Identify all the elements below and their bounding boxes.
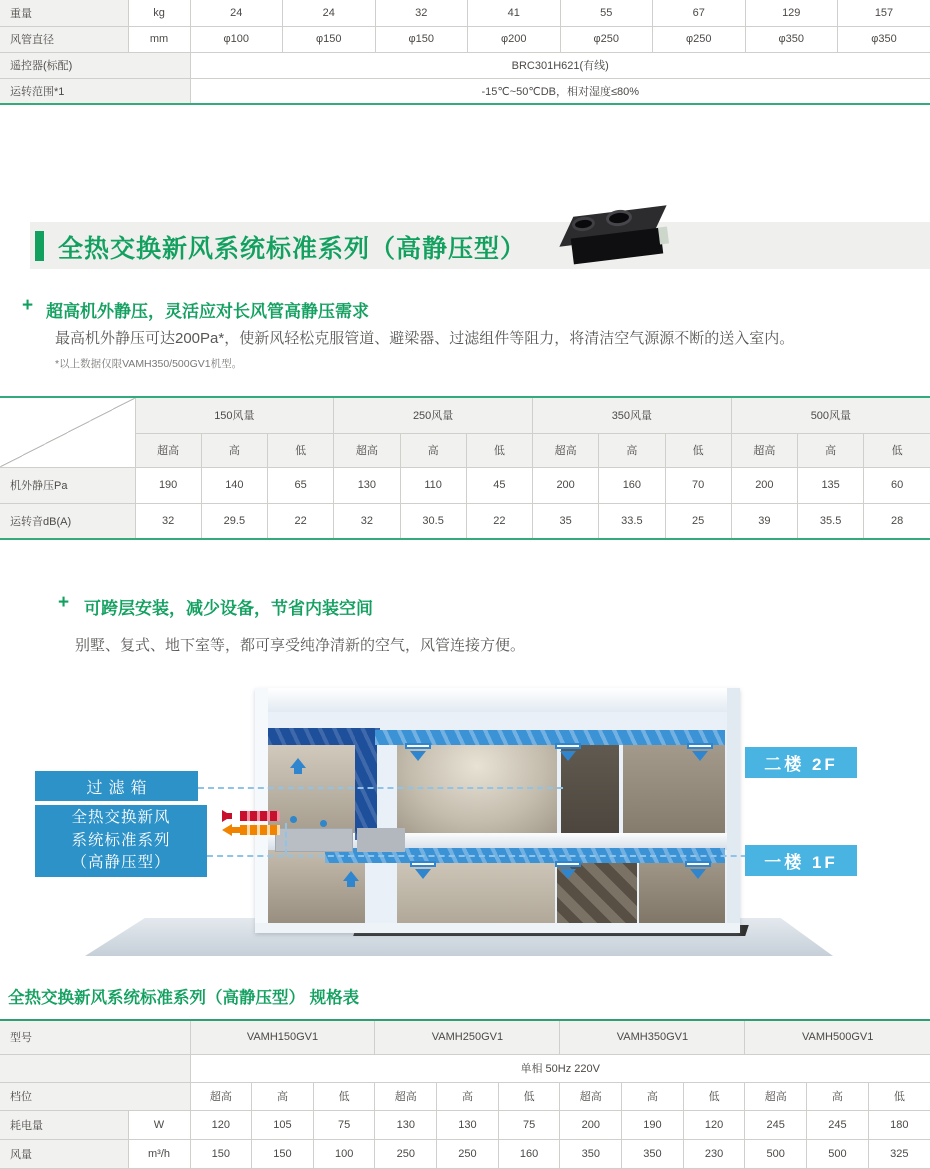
cell: 180 bbox=[868, 1110, 930, 1139]
product-photo bbox=[556, 200, 678, 270]
cell: 22 bbox=[268, 503, 334, 539]
cell: 200 bbox=[731, 467, 797, 503]
cell: 250 bbox=[375, 1139, 437, 1168]
cell: 35 bbox=[533, 503, 599, 539]
table-row bbox=[0, 52, 930, 78]
table-row bbox=[0, 1082, 930, 1110]
table-row bbox=[0, 78, 930, 104]
cell: φ200 bbox=[468, 26, 561, 52]
cell: 130 bbox=[334, 467, 400, 503]
cell: φ350 bbox=[745, 26, 838, 52]
product-side-tab bbox=[658, 227, 669, 245]
feature1-body: 最高机外静压可达200Pa*，使新风轻松克服管道、避梁器、过滤组件等阻力，将清洁空气源源不断的送入室内。 bbox=[55, 327, 794, 348]
diagonal-corner-cell bbox=[0, 397, 135, 467]
table-row bbox=[0, 1020, 930, 1054]
speed-header: 低 bbox=[868, 1082, 930, 1110]
label-line: 系统标准系列 bbox=[71, 830, 170, 852]
speed-header: 超高 bbox=[190, 1082, 252, 1110]
spec-table bbox=[0, 1019, 930, 1169]
row-label: 运转范围*1 bbox=[0, 78, 190, 104]
hrv-unit-label bbox=[35, 805, 207, 877]
speed-header: 高 bbox=[599, 433, 665, 467]
cell: φ100 bbox=[190, 26, 283, 52]
diffuser-slot bbox=[555, 743, 581, 749]
callout-connector-line bbox=[198, 787, 563, 789]
cell: 250 bbox=[437, 1139, 499, 1168]
model-header: VAMH250GV1 bbox=[375, 1020, 560, 1054]
row-label: 机外静压Pa bbox=[0, 467, 135, 503]
cell: φ150 bbox=[375, 26, 468, 52]
cell: 230 bbox=[683, 1139, 745, 1168]
down-arrow-icon bbox=[410, 751, 426, 769]
row-label bbox=[0, 1054, 190, 1082]
cell: 33.5 bbox=[599, 503, 665, 539]
cell: 25 bbox=[665, 503, 731, 539]
table-row bbox=[0, 1054, 930, 1082]
table-row bbox=[0, 26, 930, 52]
diffuser-slot bbox=[410, 861, 436, 867]
airflow-group-header: 150风量 bbox=[135, 397, 334, 433]
exhaust-air-arrow-icon bbox=[216, 824, 232, 836]
ceiling-diffuser-icon bbox=[555, 861, 581, 883]
cell: 140 bbox=[201, 467, 267, 503]
cell: 55 bbox=[560, 0, 653, 26]
cell: 120 bbox=[190, 1110, 252, 1139]
airflow-group-header: 350风量 bbox=[533, 397, 732, 433]
right-wall bbox=[727, 688, 740, 933]
connector-dot bbox=[320, 820, 327, 827]
row-label: 重量 bbox=[0, 0, 128, 26]
speed-header: 低 bbox=[466, 433, 532, 467]
row-unit: m³/h bbox=[128, 1139, 190, 1168]
table-row bbox=[0, 433, 930, 467]
roof bbox=[255, 688, 740, 712]
table-row bbox=[0, 1110, 930, 1139]
floor-1f-label: 一楼 1F bbox=[745, 845, 857, 876]
callout-connector-line bbox=[285, 823, 287, 855]
filter-box-label: 过滤箱 bbox=[35, 771, 198, 801]
cell: 105 bbox=[252, 1110, 314, 1139]
arrow-stem bbox=[224, 813, 232, 819]
speed-header: 低 bbox=[864, 433, 930, 467]
airflow-group-header: 250风量 bbox=[334, 397, 533, 433]
cell: 350 bbox=[622, 1139, 684, 1168]
up-arrow-icon bbox=[343, 863, 359, 881]
speed-header: 超高 bbox=[375, 1082, 437, 1110]
cell: 130 bbox=[437, 1110, 499, 1139]
arrow-stem bbox=[347, 881, 355, 887]
speed-header: 高 bbox=[201, 433, 267, 467]
cell: 24 bbox=[190, 0, 283, 26]
model-header: VAMH500GV1 bbox=[745, 1020, 930, 1054]
cell: 135 bbox=[798, 467, 864, 503]
cell: 245 bbox=[745, 1110, 807, 1139]
speed-header: 低 bbox=[313, 1082, 375, 1110]
speed-header: 低 bbox=[268, 433, 334, 467]
speed-header: 高 bbox=[252, 1082, 314, 1110]
speed-header: 超高 bbox=[135, 433, 201, 467]
speed-header: 高 bbox=[807, 1082, 869, 1110]
cell: 160 bbox=[498, 1139, 560, 1168]
row-unit: mm bbox=[128, 26, 190, 52]
speed-header: 低 bbox=[665, 433, 731, 467]
hrv-unit-label-lines bbox=[71, 807, 170, 874]
cell: -15℃~50℃DB，相对湿度≤80% bbox=[190, 78, 930, 104]
cell: 350 bbox=[560, 1139, 622, 1168]
plus-icon: + bbox=[22, 295, 33, 317]
cell: φ350 bbox=[838, 26, 930, 52]
cell: 190 bbox=[622, 1110, 684, 1139]
house-base bbox=[255, 923, 740, 933]
row-label: 遥控器(标配) bbox=[0, 52, 190, 78]
cell: 60 bbox=[864, 467, 930, 503]
cell: 110 bbox=[400, 467, 466, 503]
cell: 32 bbox=[135, 503, 201, 539]
room-2f-hall bbox=[268, 730, 365, 833]
cell: 160 bbox=[599, 467, 665, 503]
cell: BRC301H621(有线) bbox=[190, 52, 930, 78]
speed-header: 高 bbox=[622, 1082, 684, 1110]
row-unit: W bbox=[128, 1110, 190, 1139]
cell: 75 bbox=[313, 1110, 375, 1139]
up-arrow-icon bbox=[290, 750, 306, 768]
ceiling-diffuser-icon bbox=[410, 861, 436, 883]
cell: 32 bbox=[334, 503, 400, 539]
cell: 150 bbox=[190, 1139, 252, 1168]
cell: 325 bbox=[868, 1139, 930, 1168]
power-supply-cell: 单相 50Hz 220V bbox=[190, 1054, 930, 1082]
diffuser-slot bbox=[555, 861, 581, 867]
model-header: VAMH350GV1 bbox=[560, 1020, 745, 1054]
table-row bbox=[0, 0, 930, 26]
filter-box-unit bbox=[357, 828, 405, 852]
down-arrow-icon bbox=[690, 869, 706, 887]
table-row bbox=[0, 1139, 930, 1168]
speed-header: 低 bbox=[683, 1082, 745, 1110]
heading-accent-bar bbox=[35, 231, 44, 261]
cell: 39 bbox=[731, 503, 797, 539]
callout-connector-line bbox=[207, 855, 787, 857]
speed-header: 低 bbox=[498, 1082, 560, 1110]
cell: 75 bbox=[498, 1110, 560, 1139]
diffuser-slot bbox=[685, 861, 711, 867]
spec-table-title: 全热交换新风系统标准系列（高静压型） 规格表 bbox=[8, 984, 359, 1008]
cell: 130 bbox=[375, 1110, 437, 1139]
speed-header: 高 bbox=[400, 433, 466, 467]
cell: 35.5 bbox=[798, 503, 864, 539]
airflow-group-header: 500风量 bbox=[731, 397, 930, 433]
row-label: 风量 bbox=[0, 1139, 128, 1168]
feature2-title: 可跨层安装，减少设备，节省内装空间 bbox=[84, 594, 373, 619]
diffuser-slot bbox=[405, 743, 431, 749]
ceiling-diffuser-icon bbox=[405, 743, 431, 765]
ceiling-diffuser-icon bbox=[687, 743, 713, 765]
table-row bbox=[0, 397, 930, 433]
cell: 190 bbox=[135, 467, 201, 503]
cell: φ250 bbox=[653, 26, 746, 52]
cell: 70 bbox=[665, 467, 731, 503]
cell: 500 bbox=[807, 1139, 869, 1168]
row-label: 档位 bbox=[0, 1082, 190, 1110]
speed-header: 超高 bbox=[745, 1082, 807, 1110]
cell: 24 bbox=[283, 0, 376, 26]
speed-header: 超高 bbox=[560, 1082, 622, 1110]
speed-header: 超高 bbox=[533, 433, 599, 467]
floor-2f-label: 二楼 2F bbox=[745, 747, 857, 778]
down-arrow-icon bbox=[560, 869, 576, 887]
cell: 28 bbox=[864, 503, 930, 539]
cell: 500 bbox=[745, 1139, 807, 1168]
cell: 30.5 bbox=[400, 503, 466, 539]
connector-dot bbox=[290, 816, 297, 823]
speed-header: 高 bbox=[798, 433, 864, 467]
cell: 22 bbox=[466, 503, 532, 539]
ceiling-diffuser-icon bbox=[685, 861, 711, 883]
speed-header: 高 bbox=[437, 1082, 499, 1110]
speed-header: 超高 bbox=[731, 433, 797, 467]
cell: 67 bbox=[653, 0, 746, 26]
house-cutaway bbox=[255, 688, 740, 933]
plus-icon: + bbox=[58, 592, 69, 614]
dark-duct-vertical bbox=[355, 728, 377, 840]
down-arrow-icon bbox=[692, 751, 708, 769]
down-arrow-icon bbox=[415, 869, 431, 887]
cell: φ150 bbox=[283, 26, 376, 52]
diffuser-slot bbox=[687, 743, 713, 749]
cell: 245 bbox=[807, 1110, 869, 1139]
cell: 157 bbox=[838, 0, 930, 26]
exhaust-air-duct-stripe bbox=[240, 825, 280, 835]
row-unit: kg bbox=[128, 0, 190, 26]
feature2-body: 别墅、复式、地下室等，都可享受纯净清新的空气，风管连接方便。 bbox=[75, 634, 525, 655]
speed-header: 超高 bbox=[334, 433, 400, 467]
fresh-air-arrow-icon bbox=[222, 810, 238, 822]
cell: 200 bbox=[560, 1110, 622, 1139]
cell: 45 bbox=[466, 467, 532, 503]
table-row bbox=[0, 503, 930, 539]
cell: 29.5 bbox=[201, 503, 267, 539]
arrow-stem bbox=[232, 827, 240, 833]
section-title: 全热交换新风系统标准系列（高静压型） bbox=[58, 229, 526, 265]
top-spec-table bbox=[0, 0, 930, 105]
down-arrow-icon bbox=[560, 751, 576, 769]
cell: 32 bbox=[375, 0, 468, 26]
cell: 120 bbox=[683, 1110, 745, 1139]
feature1-footnote: *以上数据仅限VAMH350/500GV1机型。 bbox=[55, 356, 242, 371]
model-header: VAMH150GV1 bbox=[190, 1020, 375, 1054]
static-pressure-table bbox=[0, 396, 930, 540]
cell: 65 bbox=[268, 467, 334, 503]
fresh-air-duct-stripe bbox=[240, 811, 280, 821]
label-line: （高静压型） bbox=[71, 852, 170, 874]
cell: 100 bbox=[313, 1139, 375, 1168]
cell: 41 bbox=[468, 0, 561, 26]
row-label: 风管直径 bbox=[0, 26, 128, 52]
row-label: 运转音dB(A) bbox=[0, 503, 135, 539]
label-line: 全热交换新风 bbox=[71, 807, 170, 829]
cell: φ250 bbox=[560, 26, 653, 52]
arrow-stem bbox=[294, 768, 302, 774]
feature1-title: 超高机外静压，灵活应对长风管高静压需求 bbox=[46, 297, 369, 322]
ceiling-diffuser-icon bbox=[555, 743, 581, 765]
cell: 129 bbox=[745, 0, 838, 26]
row-label: 型号 bbox=[0, 1020, 190, 1054]
cell: 200 bbox=[533, 467, 599, 503]
table-row bbox=[0, 467, 930, 503]
house-illustration bbox=[0, 663, 930, 978]
row-label: 耗电量 bbox=[0, 1110, 128, 1139]
cell: 150 bbox=[252, 1139, 314, 1168]
